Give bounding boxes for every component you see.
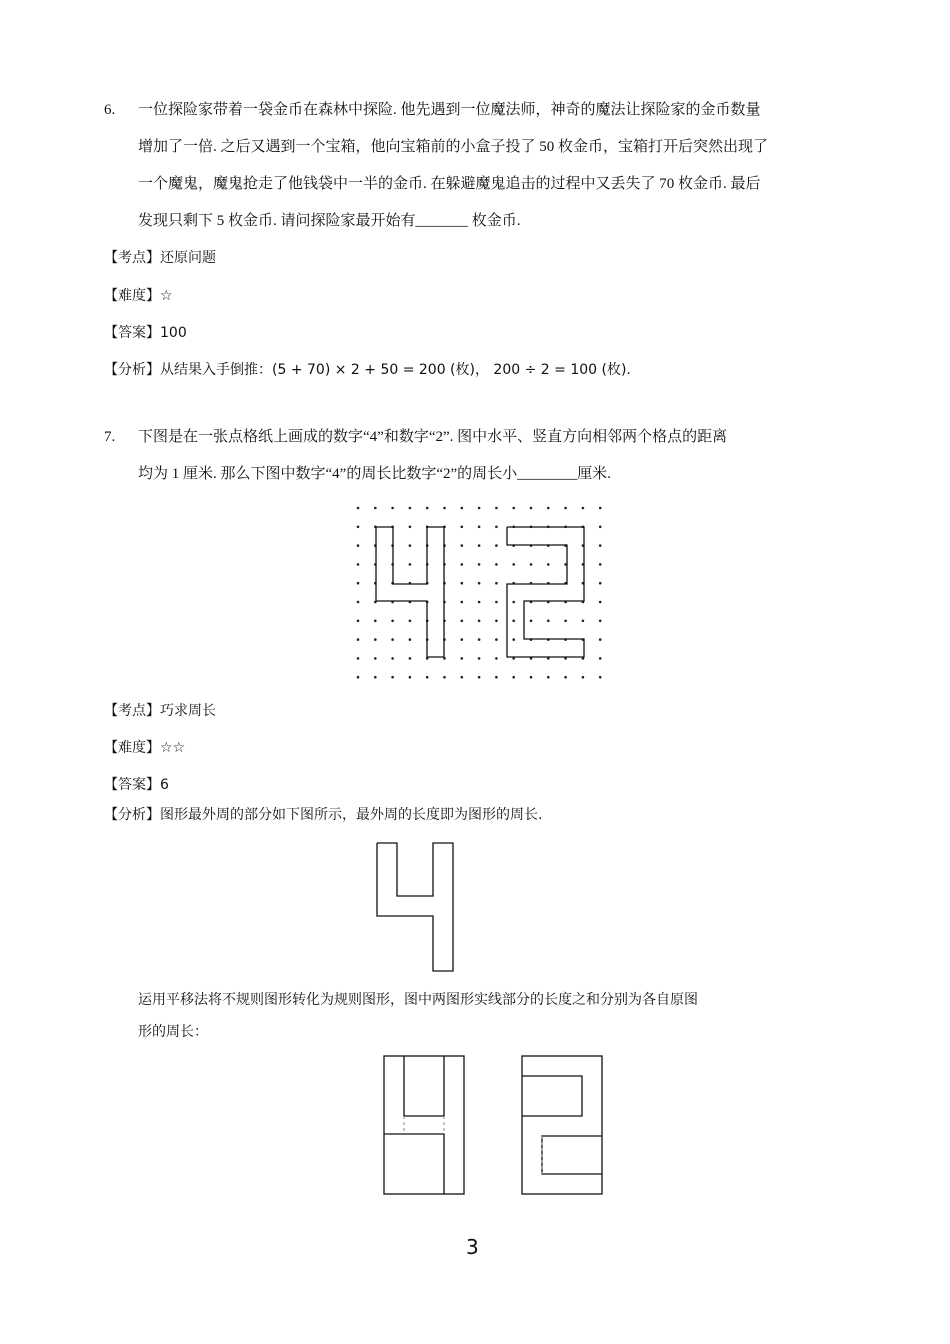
grid-dot: [564, 507, 567, 510]
grid-dot: [461, 507, 464, 510]
grid-dot: [357, 526, 360, 529]
grid-dot: [357, 563, 360, 566]
grid-dot: [357, 638, 360, 641]
question-6-line-3: 一个魔鬼，魔鬼抢走了他钱袋中一半的金币. 在躲避魔鬼追击的过程中又丢失了 70 枚金币. 最后: [138, 176, 761, 192]
q7-nandu: 【难度】☆☆: [104, 740, 186, 756]
grid-dot: [495, 544, 498, 547]
grid-dot: [478, 544, 481, 547]
grid-dot: [478, 657, 481, 660]
grid-dot: [391, 676, 394, 679]
question-6-number: 6.: [104, 102, 116, 118]
grid-dot: [374, 676, 377, 679]
grid-dot: [599, 620, 602, 623]
grid-dot: [478, 582, 481, 585]
grid-dot: [599, 544, 602, 547]
grid-dot: [357, 582, 360, 585]
grid-dot: [564, 620, 567, 623]
digit-4-perimeter-figure: [370, 836, 462, 978]
q7-paragraph-line-1: 运用平移法将不规则图形转化为规则图形，图中两图形实线部分的长度之和分别为各自原图: [138, 992, 698, 1008]
q7-fenxi: 【分析】图形最外周的部分如下图所示，最外周的长度即为图形的周长.: [104, 807, 543, 823]
grid-dot: [495, 620, 498, 623]
grid-dot: [512, 638, 515, 641]
grid-dot: [599, 526, 602, 529]
grid-dot: [599, 676, 602, 679]
grid-dot: [599, 563, 602, 566]
grid-dot: [495, 676, 498, 679]
question-7-number: 7.: [104, 429, 116, 445]
grid-dot: [495, 526, 498, 529]
grid-dot: [582, 676, 585, 679]
grid-dot: [409, 563, 412, 566]
question-6-line-4: 发现只剩下 5 枚金币. 请问探险家最开始有_______ 枚金币.: [138, 213, 521, 229]
grid-dot: [478, 507, 481, 510]
grid-dot: [599, 657, 602, 660]
page-number: 3: [466, 1235, 479, 1259]
question-7-line-2: 均为 1 厘米. 那么下图中数字“4”的周长比数字“2”的周长小________厘米.: [138, 466, 611, 482]
grid-dot: [461, 544, 464, 547]
digit-4-dashed-lines: [404, 1116, 444, 1134]
grid-dot: [461, 563, 464, 566]
grid-dot: [357, 601, 360, 604]
grid-dot: [599, 638, 602, 641]
grid-dot: [547, 620, 550, 623]
grid-dot: [530, 676, 533, 679]
digit-2-rectangle: [522, 1056, 602, 1194]
grid-dot: [391, 638, 394, 641]
grid-dot: [409, 657, 412, 660]
grid-dot: [374, 507, 377, 510]
grid-dot: [409, 544, 412, 547]
q6-fenxi: 【分析】从结果入手倒推：(5 + 70) × 2 + 50 = 200 (枚)， 200 ÷ 2 = 100 (枚).: [104, 362, 631, 378]
grid-dot: [512, 563, 515, 566]
grid-dot: [512, 676, 515, 679]
grid-dot: [512, 507, 515, 510]
q7-paragraph-line-2: 形的周长：: [138, 1024, 208, 1040]
grid-dot: [478, 620, 481, 623]
grid-dot: [391, 507, 394, 510]
grid-dot: [357, 544, 360, 547]
q6-nandu: 【难度】☆: [104, 288, 173, 304]
q6-kaodian: 【考点】还原问题: [104, 250, 216, 266]
grid-dot: [547, 676, 550, 679]
grid-dot: [443, 507, 446, 510]
grid-dot: [582, 620, 585, 623]
grid-dot: [599, 582, 602, 585]
grid-dot: [409, 526, 412, 529]
grid-dot: [582, 507, 585, 510]
grid-dot: [357, 620, 360, 623]
grid-dot: [374, 638, 377, 641]
grid-dot: [547, 507, 550, 510]
grid-dot: [357, 676, 360, 679]
dot-grid-figure: [350, 500, 610, 685]
grid-dot: [357, 657, 360, 660]
grid-dot: [357, 507, 360, 510]
grid-dot: [461, 676, 464, 679]
grid-dot: [512, 620, 515, 623]
grid-dot: [599, 507, 602, 510]
q6-daan: 【答案】100: [104, 325, 187, 341]
grid-dot: [495, 563, 498, 566]
grid-dot: [391, 657, 394, 660]
grid-dot: [478, 526, 481, 529]
grid-dot: [599, 601, 602, 604]
grid-dot: [530, 507, 533, 510]
grid-dot: [461, 601, 464, 604]
grid-dot: [495, 601, 498, 604]
grid-dot: [478, 638, 481, 641]
grid-dot: [530, 620, 533, 623]
grid-dot: [374, 620, 377, 623]
grid-dot: [391, 620, 394, 623]
grid-dot: [530, 563, 533, 566]
grid-dot: [409, 676, 412, 679]
question-6-line-1: 一位探险家带着一袋金币在森林中探险. 他先遇到一位魔法师，神奇的魔法让探险家的金币数量: [138, 102, 761, 118]
grid-dot: [426, 676, 429, 679]
grid-dot: [443, 676, 446, 679]
translation-method-figure: [378, 1050, 618, 1202]
grid-dot: [461, 582, 464, 585]
grid-dot: [409, 620, 412, 623]
grid-dot: [512, 601, 515, 604]
grid-dot: [495, 582, 498, 585]
question-7-line-1: 下图是在一张点格纸上画成的数字“4”和数字“2”. 图中水平、竖直方向相邻两个格点的距离: [138, 429, 728, 445]
grid-dot: [409, 507, 412, 510]
grid-dot: [461, 526, 464, 529]
grid-dot: [478, 676, 481, 679]
digit-2-outline: [507, 527, 584, 657]
grid-dot: [426, 507, 429, 510]
grid-dot: [409, 638, 412, 641]
grid-dot: [478, 601, 481, 604]
question-6-line-2: 增加了一倍. 之后又遇到一个宝箱，他向宝箱前的小盒子投了 50 枚金币，宝箱打开后突然出现了: [138, 139, 769, 155]
grid-dot: [495, 507, 498, 510]
grid-dot: [374, 657, 377, 660]
grid-dot: [564, 676, 567, 679]
grid-dot: [495, 657, 498, 660]
digit-4-rectangle: [384, 1056, 464, 1194]
grid-dot: [547, 563, 550, 566]
q7-daan: 【答案】6: [104, 777, 169, 793]
q7-kaodian: 【考点】巧求周长: [104, 703, 216, 719]
grid-dot: [461, 620, 464, 623]
grid-dot: [478, 563, 481, 566]
grid-dot: [495, 638, 498, 641]
grid-dot: [461, 638, 464, 641]
grid-dot: [461, 657, 464, 660]
